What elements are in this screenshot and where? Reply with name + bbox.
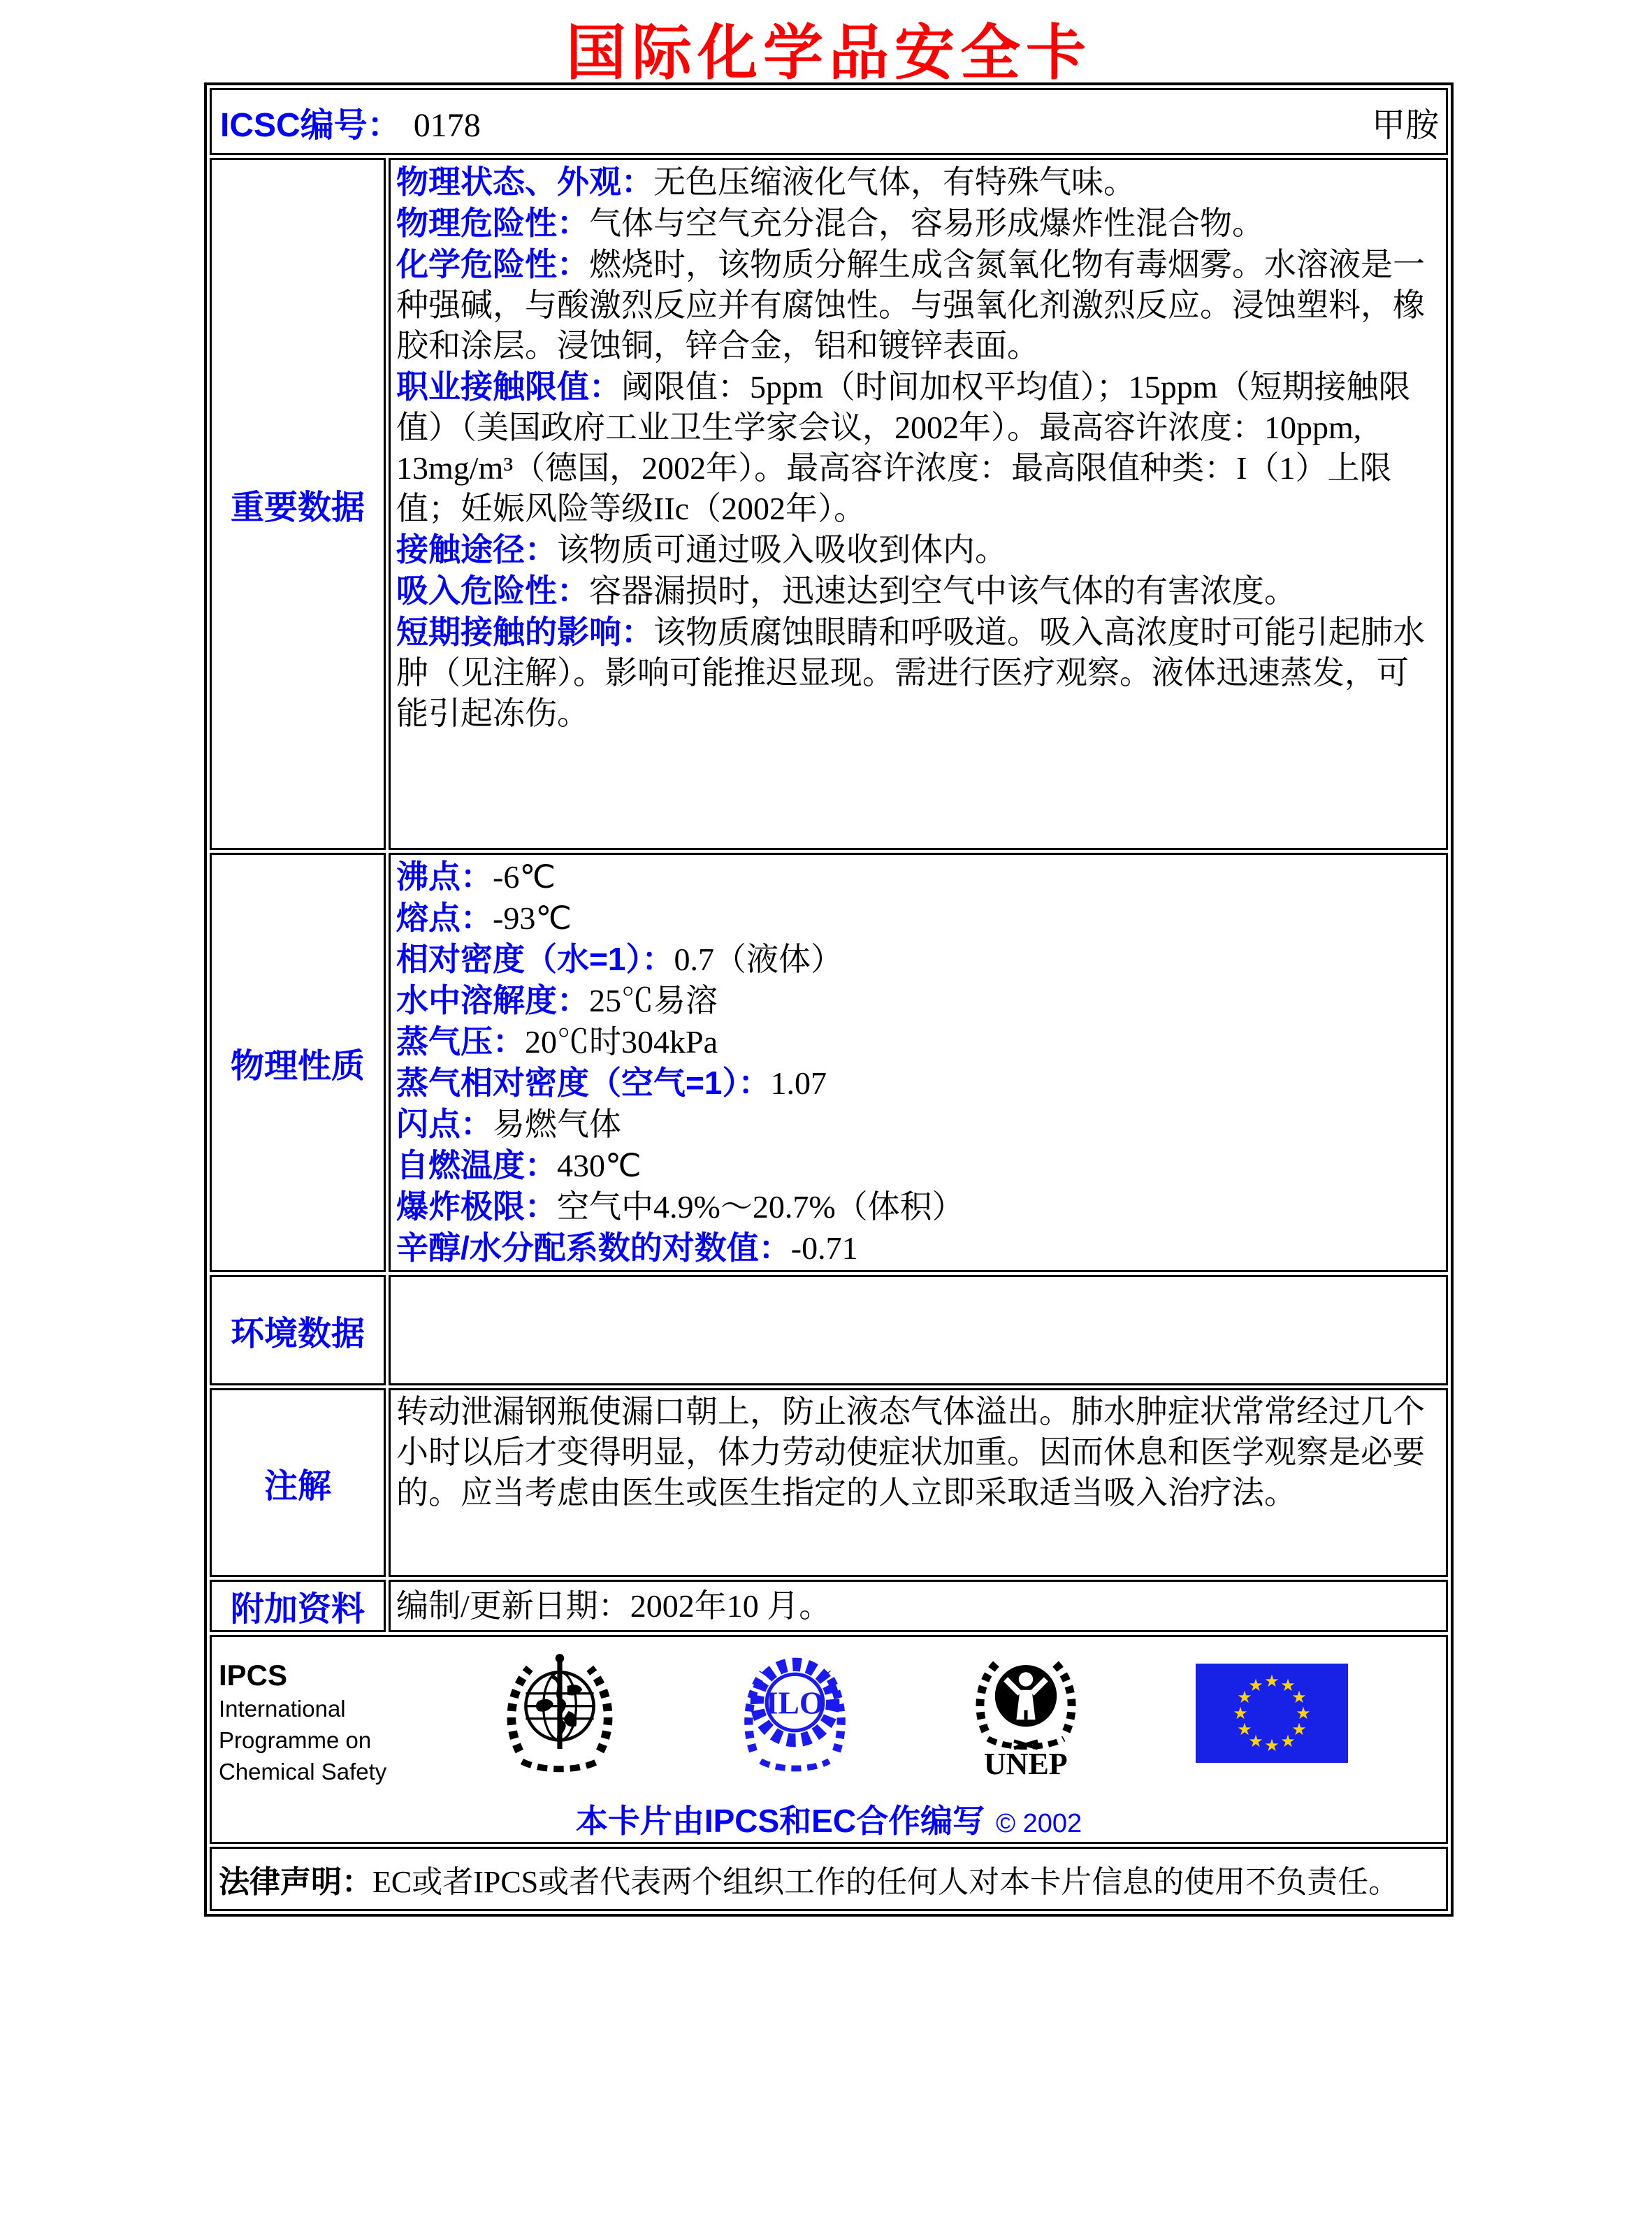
item-label: 吸入危险性： (396, 572, 589, 609)
important-data-content (389, 158, 1448, 850)
important-data-item (396, 203, 1439, 244)
row-important-data (210, 158, 1448, 850)
item-label: 物理危险性： (396, 205, 589, 241)
section-label-important-data: 重要数据 (210, 158, 386, 850)
physical-property-item (396, 1145, 1439, 1186)
ipcs-text-block (219, 1648, 386, 1787)
caption-copyright: © 2002 (996, 1809, 1082, 1838)
physical-property-item (396, 980, 1439, 1021)
item-label: 辛醇/水分配系数的对数值： (396, 1230, 791, 1266)
section-label-physical-properties: 物理性质 (210, 853, 386, 1272)
svg-text:★: ★ (1248, 1677, 1263, 1695)
notes-content (389, 1388, 1448, 1577)
item-label: 蒸气相对密度（空气=1）： (396, 1065, 771, 1101)
item-label: 自燃温度： (396, 1147, 557, 1183)
important-data-item (396, 244, 1439, 366)
logos-caption (212, 1796, 1446, 1842)
additional-info-content (389, 1580, 1448, 1632)
caption-text: 本卡片由IPCS和EC合作编写 (575, 1803, 985, 1839)
additional-info-label: 编制/更新日期： (396, 1587, 630, 1624)
important-data-item (396, 612, 1439, 734)
ipcs-line: International (219, 1696, 346, 1722)
ilo-logo-icon (734, 1648, 856, 1781)
svg-text:★: ★ (1296, 1705, 1311, 1723)
item-label: 沸点： (396, 858, 493, 895)
item-text: 无色压缩液化气体，有特殊气味。 (653, 164, 1136, 200)
important-data-item (396, 161, 1439, 203)
environmental-data-content (389, 1275, 1448, 1385)
page-title: 国际化学品安全卡 (566, 20, 1092, 87)
item-label: 蒸气压： (396, 1023, 525, 1060)
physical-property-item (396, 939, 1439, 980)
section-label-notes: 注解 (210, 1388, 386, 1577)
item-text: 气体与空气充分混合，容易形成爆炸性混合物。 (589, 206, 1264, 241)
item-label: 职业接触限值： (396, 368, 621, 405)
svg-text:★: ★ (1291, 1689, 1307, 1707)
ipcs-line: Programme on (219, 1727, 372, 1753)
additional-info-text: 2002年10 月。 (630, 1587, 832, 1624)
item-text: 空气中4.9%～20.7%（体积） (557, 1189, 964, 1225)
physical-property-item (396, 1227, 1439, 1269)
legal-text: EC或者IPCS或者代表两个组织工作的任何人对本卡片信息的使用不负责任。 (372, 1865, 1400, 1899)
unep-logo-text: UNEP (983, 1747, 1068, 1781)
svg-text:★: ★ (1237, 1689, 1252, 1707)
item-text: -0.71 (790, 1230, 858, 1266)
item-text: 燃烧时，该物质分解生成含氮氧化物有毒烟雾。水溶液是一种强碱，与酸激烈反应并有腐蚀性。与强氧化剂激烈反应。浸蚀塑料，橡胶和涂层。浸蚀铜，锌合金，铝和镀锌表面。 (396, 247, 1425, 363)
item-text: 该物质腐蚀眼睛和呼吸道。吸入高浓度时可能引起肺水肿（见注解）。影响可能推迟显现。需进行医疗观察。液体迅速蒸发，可能引起冻伤。 (396, 614, 1425, 731)
row-environmental-data (210, 1275, 1448, 1385)
item-text: 25℃易溶 (589, 983, 718, 1018)
unep-logo-icon (966, 1648, 1085, 1780)
icsc-card-table (204, 82, 1454, 1917)
item-text: 易燃气体 (493, 1106, 621, 1142)
item-label: 闪点： (396, 1106, 493, 1142)
legal-statement (210, 1847, 1448, 1911)
ipcs-line: Chemical Safety (219, 1759, 387, 1785)
chemical-name: 甲胺 (1371, 106, 1439, 144)
svg-text:★: ★ (1264, 1673, 1280, 1691)
svg-text:★: ★ (1248, 1733, 1263, 1751)
important-data-item (396, 529, 1439, 570)
item-label: 水中溶解度： (396, 982, 589, 1018)
who-logo-icon (497, 1648, 623, 1790)
item-text: 20℃时304kPa (525, 1024, 718, 1060)
row-additional-info (210, 1580, 1448, 1632)
notes-text: 转动泄漏钢瓶使漏口朝上，防止液态气体溢出。肺水肿症状常常经过几个小时以后才变得明显，体力劳动使症状加重。因而休息和医学观察是必要的。应当考虑由医生或医生指定的人立即采取适当吸入治疗法。 (396, 1394, 1425, 1511)
additional-info-item (396, 1586, 1439, 1627)
svg-text:★: ★ (1280, 1677, 1296, 1695)
row-physical-properties (210, 853, 1448, 1272)
item-label: 短期接触的影响： (396, 614, 653, 650)
physical-property-item (396, 856, 1439, 898)
section-label-additional-info: 附加资料 (210, 1580, 386, 1632)
section-label-environmental-data: 环境数据 (210, 1275, 386, 1385)
svg-text:★: ★ (1291, 1721, 1307, 1739)
icsc-number-group (220, 98, 481, 146)
item-label: 物理状态、外观： (396, 164, 653, 200)
item-text: -93℃ (493, 900, 572, 936)
physical-property-item (396, 1062, 1439, 1104)
logos-row (210, 1635, 1448, 1844)
item-text: 容器漏损时，迅速达到空气中该气体的有害浓度。 (589, 573, 1296, 609)
ipcs-acronym: IPCS (219, 1659, 288, 1692)
svg-text:★: ★ (1237, 1721, 1252, 1739)
item-label: 相对密度（水=1）： (396, 941, 674, 977)
icsc-number-label: ICSC编号： (220, 106, 401, 144)
item-text: 430℃ (557, 1148, 642, 1183)
item-label: 爆炸极限： (396, 1188, 557, 1225)
physical-property-item (396, 1104, 1439, 1145)
important-data-item (396, 570, 1439, 612)
svg-text:★: ★ (1233, 1705, 1248, 1723)
item-text: 该物质可通过吸入吸收到体内。 (557, 532, 1007, 568)
item-text: 阈限值：5ppm（时间加权平均值）；15ppm（短期接触限值）（美国政府工业卫生学家会议，2002年）。最高容许浓度：10ppm, 13mg/m³（德国，2002年）。最高容许浓度：最高限值种类：I（1）上限值；妊娠风险等级IIc（2002年）。 (396, 369, 1411, 526)
svg-text:★: ★ (1264, 1737, 1280, 1755)
physical-property-item (396, 1186, 1439, 1227)
row-logos (210, 1635, 1448, 1844)
item-text: -6℃ (493, 859, 556, 895)
physical-property-item (396, 1021, 1439, 1062)
important-data-item (396, 366, 1439, 529)
item-label: 化学危险性： (396, 246, 589, 282)
item-text: 1.07 (770, 1065, 827, 1101)
icsc-number-value: 0178 (413, 106, 481, 144)
item-text: 0.7（液体） (674, 942, 843, 977)
row-header (210, 88, 1448, 155)
physical-property-item (396, 898, 1439, 939)
physical-properties-content (389, 853, 1448, 1272)
svg-text:★: ★ (1280, 1733, 1296, 1751)
row-notes (210, 1388, 1448, 1577)
legal-label: 法律声明： (219, 1865, 372, 1899)
row-legal (210, 1847, 1448, 1911)
item-label: 接触途径： (396, 531, 557, 568)
ilo-logo-text: ILO (765, 1685, 824, 1721)
eu-flag-icon (1196, 1648, 1348, 1766)
item-label: 熔点： (396, 900, 493, 936)
